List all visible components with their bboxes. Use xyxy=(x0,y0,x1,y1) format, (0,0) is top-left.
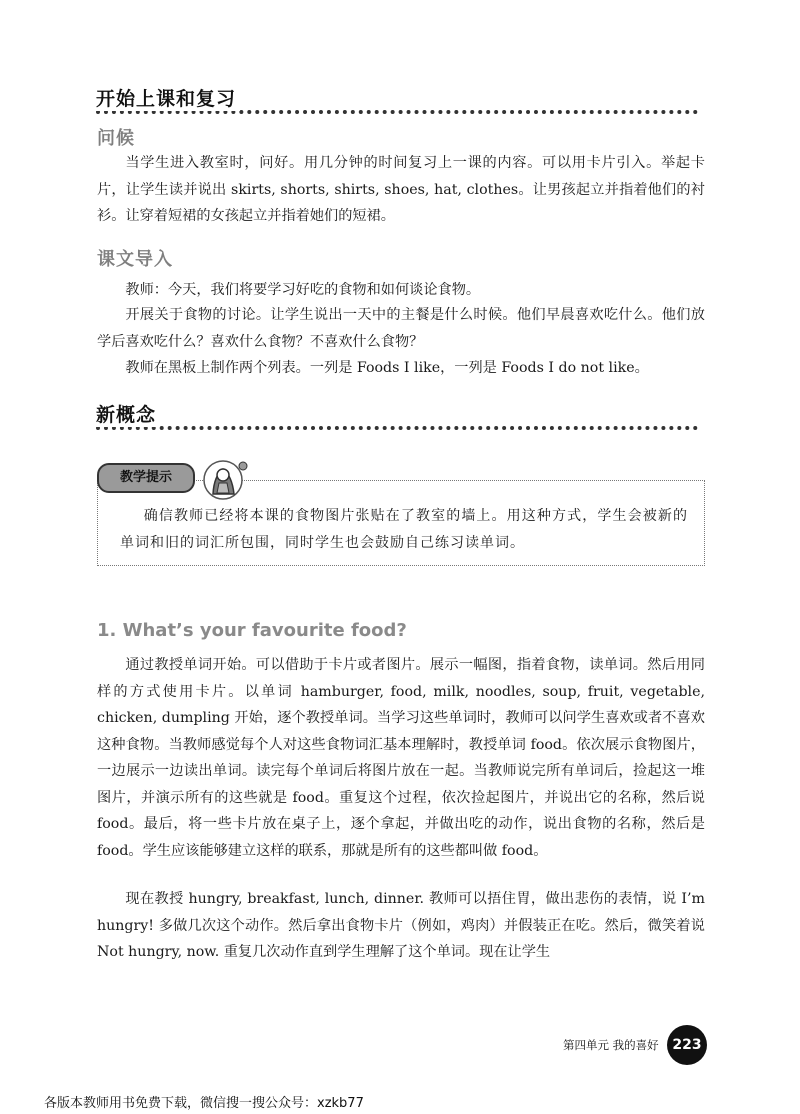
teacher-icon xyxy=(200,456,250,506)
teaching-tip-text: 确信教师已经将本课的食物图片张贴在了教室的墙上。用这种方式，学生会被新的单词和旧的词汇所包围，同时学生也会鼓励自己练习读单词。 xyxy=(120,508,688,551)
greeting-heading: 问候 xyxy=(97,128,135,149)
dotted-rule xyxy=(96,426,698,430)
unit-label: 第四单元 我的喜好 xyxy=(563,1038,659,1052)
intro-paragraph-1: 教师：今天，我们将要学习好吃的食物和如何谈论食物。 xyxy=(125,282,481,298)
page-number: 223 xyxy=(667,1025,707,1065)
section-heading-start xyxy=(96,84,698,114)
greeting-paragraph: 当学生进入教室时，问好。用几分钟的时间复习上一课的内容。可以用卡片引入。举起卡片，让学生读并说出 skirts, shorts, shirts, shoes, hat, clothes。让男孩起立并指着他们的衬衫。让穿着短裙的女孩起立并指着她们的短裙。 xyxy=(97,155,705,224)
watermark-text: 各版本教师用书免费下载，微信搜一搜公众号：xzkb77 xyxy=(44,1096,364,1111)
intro-paragraph-2: 开展关于食物的讨论。让学生说出一天中的主餐是什么时候。他们早晨喜欢吃什么。他们放学后喜欢吃什么？喜欢什么食物？不喜欢什么食物？ xyxy=(97,307,705,350)
intro-paragraph-3: 教师在黑板上制作两个列表。一列是 Foods I like，一列是 Foods I do not like。 xyxy=(125,360,649,376)
question-1-title: 1. What’s your favourite food? xyxy=(97,620,407,641)
intro-heading: 课文导入 xyxy=(97,249,173,270)
section-heading-new-concept xyxy=(96,400,698,430)
question-1-paragraph-1: 通过教授单词开始。可以借助于卡片或者图片。展示一幅图，指着食物，读单词。然后用同样的方式使用卡片。以单词 hamburger, food, milk, noodles, soup, fruit, vegetable, chicken, dumpling 开始，逐个教授单词。当学习这些单词时，教师可以问学生喜欢或者不喜欢这种食物。当教师感觉每个人对这些食物词汇基本理解时，教授单词 food。依次展示食物图片，一边展示一边读出单词。读完每个单词后将图片放在一起。当教师说完所有单词后，捡起这一堆图片，并演示所有的这些就是 food。重复这个过程，依次捡起图片，并说出它的名称，然后说 food。最后，将一些卡片放在桌子上，逐个拿起，并做出吃的动作，说出食物的名称，然后是 food。学生应该能够建立这样的联系，那就是所有的这些都叫做 food。 xyxy=(97,657,705,859)
question-1-paragraph-2: 现在教授 hungry, breakfast, lunch, dinner. 教师可以捂住胃，做出悲伤的表情，说 I’m hungry! 多做几次这个动作。然后拿出食物卡片（例如，鸡肉）并假装正在吃。然后，微笑着说 Not hungry, now. 重复几次动作直到学生理解了这个单词。现在让学生 xyxy=(97,891,705,960)
teaching-tip-label: 教学提示 xyxy=(97,463,195,493)
section-title: 新概念 xyxy=(96,400,160,427)
section-title: 开始上课和复习 xyxy=(96,84,240,111)
